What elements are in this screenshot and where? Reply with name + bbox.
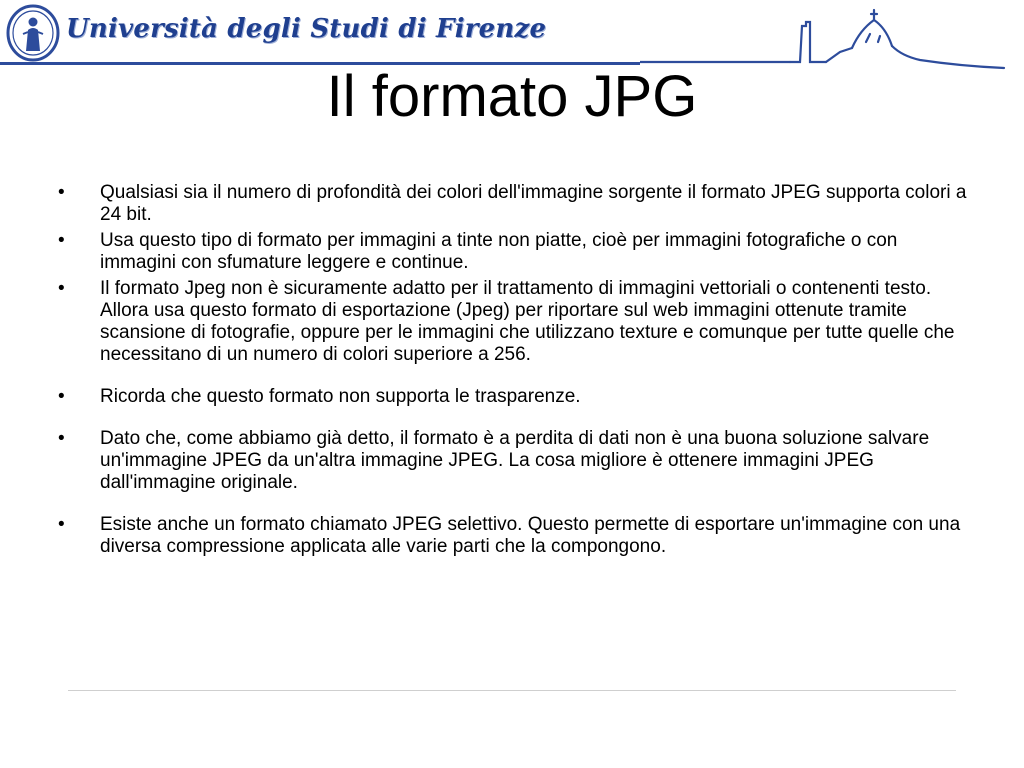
- bullet-text: Ricorda che questo formato non supporta le trasparenze.: [100, 386, 581, 407]
- slide-title: Il formato JPG: [326, 64, 698, 129]
- bullet-item: [58, 182, 968, 226]
- bullet-text: Dato che, come abbiamo già detto, il formato è a perdita di dati non è una buona soluzione salvare un'immagine JPEG da un'altra immagine JPEG. La cosa migliore è ottenere immagini JPEG dall'immagine originale.: [100, 428, 930, 493]
- bullet-item: [58, 230, 968, 274]
- bullet-dot-icon: •: [58, 386, 65, 407]
- slide-content: [58, 182, 968, 562]
- bullet-dot-icon: •: [58, 428, 65, 449]
- university-seal-icon: [6, 4, 60, 62]
- footer-rule: [68, 690, 956, 691]
- bullet-dot-icon: •: [58, 278, 65, 299]
- bullet-dot-icon: •: [58, 182, 65, 203]
- bullet-item: [58, 386, 968, 408]
- bullet-text: Il formato Jpeg non è sicuramente adatto per il trattamento di immagini vettoriali o contenenti testo. Allora usa questo formato di esportazione (Jpeg) per riportare sul web immagini ottenute tramite scansione di fotografie, oppure per le immagini che utilizzano texture e comunque per tutte quelle che necessitano di un numero di colori superiore a 256.: [100, 278, 955, 365]
- bullet-item: [58, 514, 968, 558]
- bullet-item: [58, 278, 968, 366]
- bullet-item: [58, 428, 968, 494]
- bullet-dot-icon: •: [58, 514, 65, 535]
- bullet-dot-icon: •: [58, 230, 65, 251]
- bullet-list: [58, 182, 968, 558]
- bullet-text: Esiste anche un formato chiamato JPEG selettivo. Questo permette di esportare un'immagine con una diversa compressione applicata alle varie parti che la compongono.: [100, 514, 961, 557]
- bullet-text: Usa questo tipo di formato per immagini a tinte non piatte, cioè per immagini fotografiche o con immagini con sfumature leggere e continue.: [100, 230, 898, 273]
- university-name: Università degli Studi di Firenze: [66, 14, 547, 44]
- bullet-text: Qualsiasi sia il numero di profondità dei colori dell'immagine sorgente il formato JPEG supporta colori a 24 bit.: [100, 182, 967, 225]
